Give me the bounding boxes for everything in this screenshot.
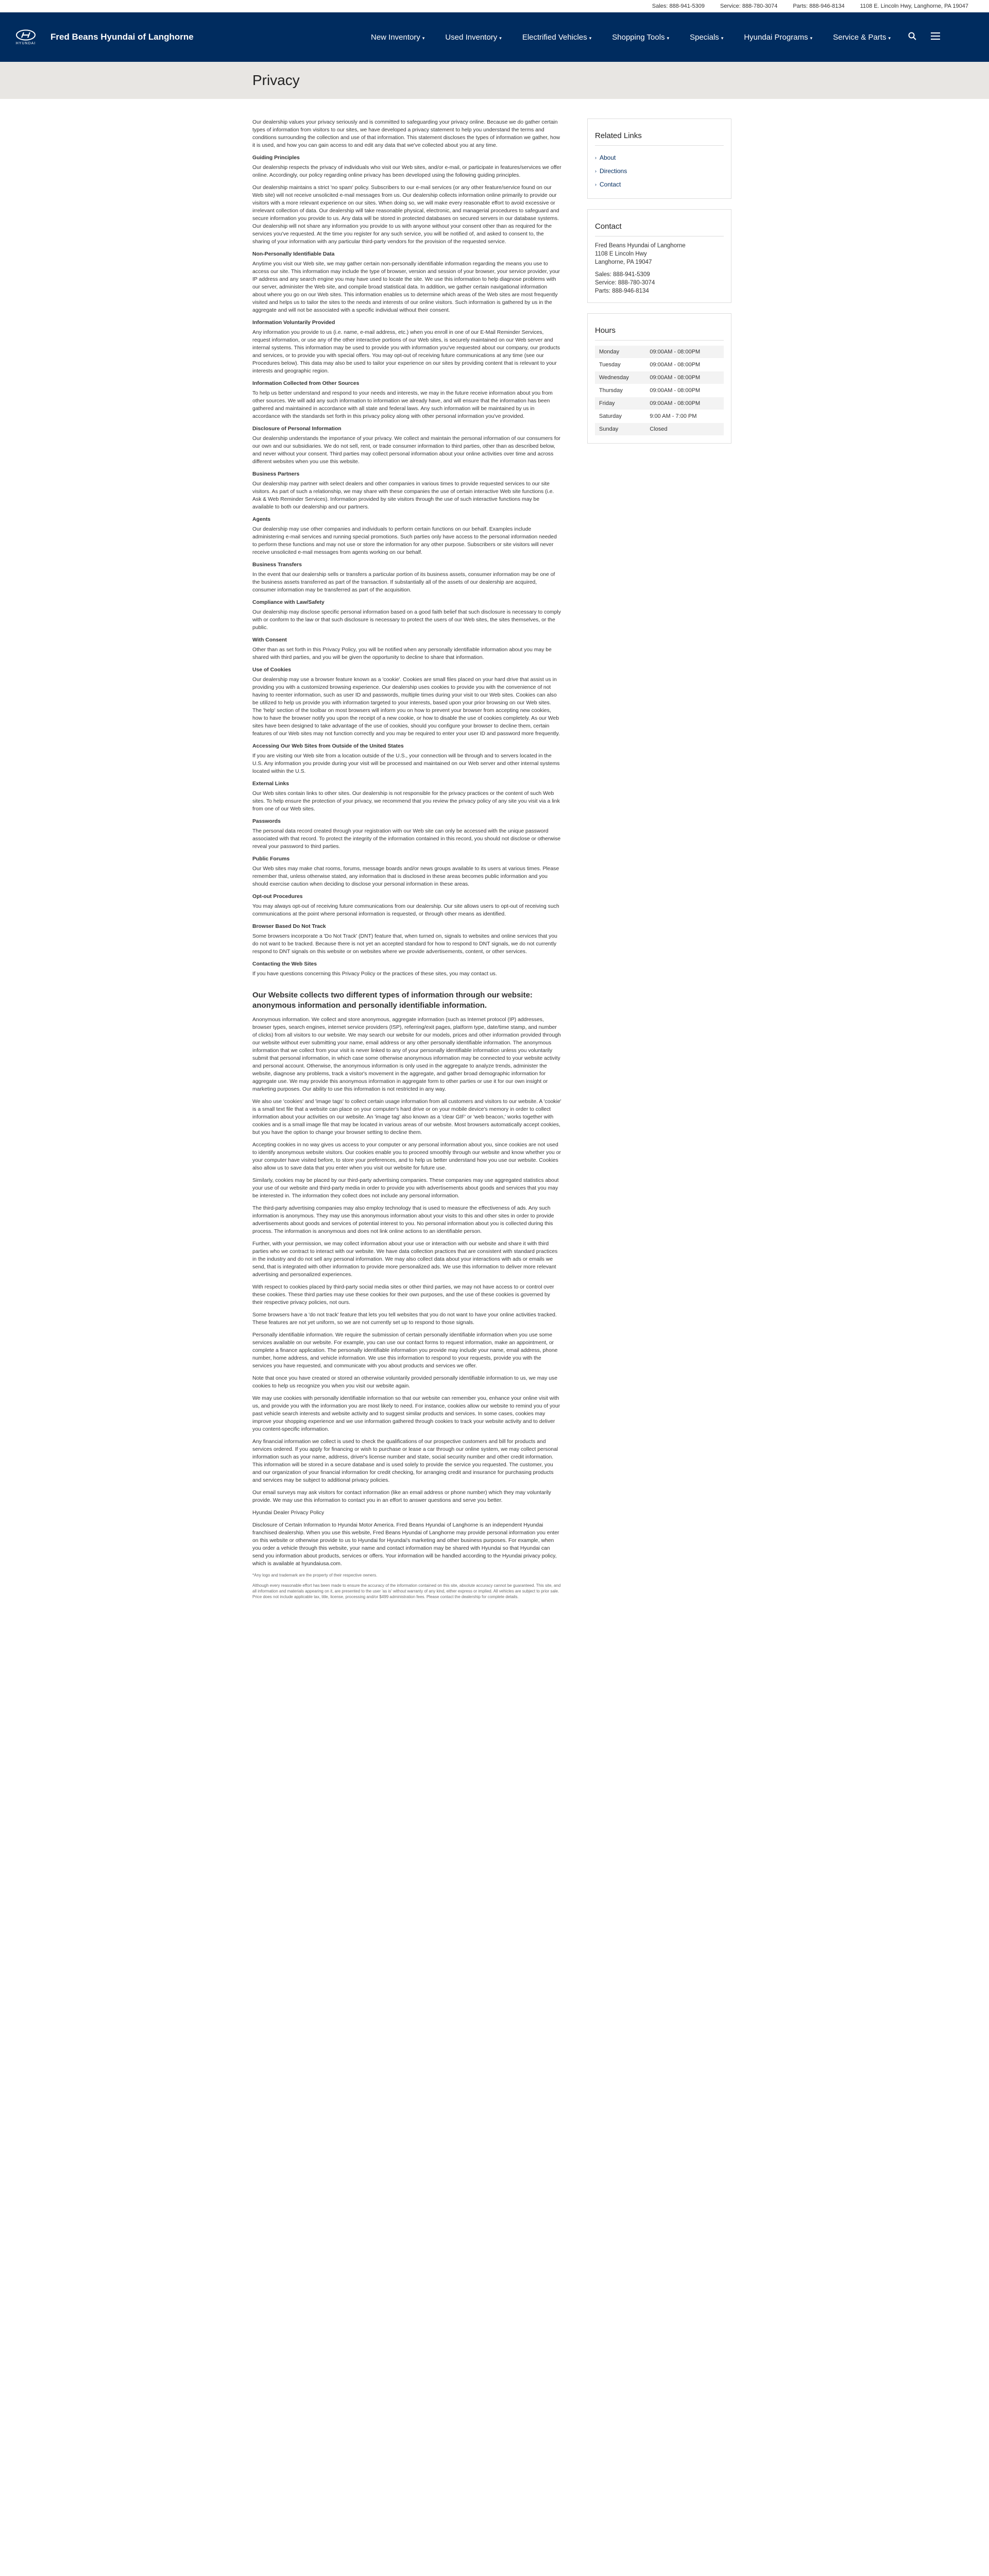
day: Sunday — [595, 423, 645, 436]
paragraph: Our dealership values your privacy seriously and is committed to safeguarding your privacy online. Because we do gather certain types of information from visitors to our sites, we have developed a privacy statement to help you understand the terms and conditions surrounding the collection and use of that information. This statement discloses the types of information we gather, how it is used, and how you can gain access to and edit any data that we've collected about you at any time. — [252, 120, 560, 148]
paragraph: Other than as set forth in this Privacy Policy, you will be notified when any personally identifiable information about you may be shared with third parties, and you will be given the opportunity to decline to share that information. — [252, 647, 552, 660]
paragraph: We also use 'cookies' and 'image tags' to collect certain usage information from all customers and visitors to our website. A 'cookie' is a small text file that a website can place on your computer's hard drive or on your mobile device's memory in order to collect information about your activities on our website. An 'image tag' also known as a 'clear GIF' or 'web beacon,' works together with cookies and is a small image file that may be located in various areas of our website. Most browsers automatically accept cookies, but you have the option to change your browser setting to decline them. — [252, 1099, 561, 1136]
service-phone[interactable]: Service: 888-780-3074 — [595, 280, 655, 286]
nav-service-parts[interactable] — [823, 33, 901, 42]
paragraph: Our dealership may partner with select dealers and other companies in various times to provide requested services to our site visitors. As part of such a relationship, we may share with these companies the use of certain interactive Web site functions (i.e. Ask & Web Reminder Services). Information provided by site visitors through the use of such interactive functions may be available to both our dealership and our partners. — [252, 481, 554, 510]
paragraph: You may always opt-out of receiving future communications from our dealership. Our site allows users to opt-out of receiving such communications at the point where personal information is requested, or through other means as identified. — [252, 904, 559, 917]
sidebar-link-about[interactable] — [595, 151, 724, 164]
contact-title: Contact — [595, 217, 724, 236]
paragraph: Our dealership maintains a strict 'no spam' policy. Subscribers to our e-mail services (or any other feature/service found on our Web site) will not receive unsolicited e-mail messages from us. Our dealership collects information online primarily to provide our visitors with a more relevant experience on our sites. When doing so, we will make every reasonable effort to avoid excessive or irrelevant collection of data. Our dealership will take reasonable physical, electronic, and managerial procedures to safeguard and secure information you provide to us. Any data will be stored in protected databases on secured servers in our database systems. Our dealership will not share any information you provide to us with anyone without your consent other than as required for the services you've requested. At the time you register for any such service, you will be notified of, and asked to consent to, the sharing of your information with any particular third-party vendors for the provision of the requested service. — [252, 185, 559, 245]
paragraph: Any information you provide to us (i.e. name, e-mail address, etc.) when you enroll in one of our E-Mail Reminder Services, request information, or use any of the other interactive portions of our Web sites, is securely maintained on our Web server and internal systems. This information may be used to provide you with information you've requested about our company, our products and services, or to provide you with special offers. You may opt-out of receiving future communications at any time (see our Procedures below). This data may also be used to tailor your experience on our sites by providing content that is relevant to your interests and geographic region. — [252, 330, 560, 374]
site-header — [0, 12, 989, 62]
section-heading-large: Our Website collects two different types of information through our website: anonymous information and personally identifiable information. — [252, 991, 533, 1010]
paragraph: In the event that our dealership sells or transfers a particular portion of its business assets, consumer information may be one of the business assets transferred as part of the transaction. If substantially all of the assets of our dealership are acquired, consumer information may be transferred as part of the acquisition. — [252, 572, 555, 593]
city-state-zip: Langhorne, PA 19047 — [595, 259, 652, 265]
section-heading: Public Forums — [252, 856, 290, 862]
paragraph: If you are visiting our Web site from a location outside of the U.S., your connection will be through and to servers located in the U.S. Any information you provide during your visit will be processed and maintained on our Web server and other internal systems located within the U.S. — [252, 753, 560, 774]
contact-box — [587, 209, 731, 303]
chevron-down-icon: ▾ — [499, 35, 502, 41]
chevron-down-icon: ▾ — [422, 35, 425, 41]
paragraph: Accepting cookies in no way gives us access to your computer or any personal information about you, since cookies are not used to identify anonymous website visitors. Our cookies enable you to proceed smoothly through our website and know whether you or your computer have visited before, to store your preferences, and to help us better understand how you use our website. Cookies also allow us to save data that you enter when you visit our website for future use. — [252, 1142, 561, 1171]
section-heading: Disclosure of Personal Information — [252, 426, 342, 432]
hours-row — [595, 371, 724, 384]
hours-table — [595, 346, 724, 436]
day: Monday — [595, 346, 645, 359]
paragraph: Anonymous information. We collect and store anonymous, aggregate information (such as Internet protocol (IP) addresses, browser types, search engines, internet service providers (ISP), referring/exit pages, platform type, date/time stamp, and number of clicks) from all visitors to our website. We may search our website for our models, prices and other information provided through our website without ever submitting your name, email address or any other personally identifiable information. The anonymous information that we collect from your visit is never linked to any of your personally identifiable information unless you voluntarily submit that personal information, in which case some otherwise anonymous information may be connected to your website activity and personal account. Otherwise, the anonymous information is only used in the aggregate to analyze trends, administer the website, diagnose any problems, track a visitor's movement in the aggregate, and gather broad demographic information for aggregate use. We may provide this anonymous information in aggregate form to other parties or use it for our own insight or marketing purposes. Our ability to use this information is not restricted in any way. — [252, 1017, 561, 1092]
hours-title: Hours — [595, 321, 724, 341]
section-heading: Business Partners — [252, 471, 300, 477]
paragraph: Note that once you have created or stored an otherwise voluntarily provided personally identifiable information to us, we may use cookies to help us recognize you when you visit our website again. — [252, 1376, 558, 1389]
related-links-box — [587, 118, 731, 199]
paragraph: Disclosure of Certain Information to Hyundai Motor America. Fred Beans Hyundai of Langhorne is an independent Hyundai franchised dealership. When you use this website, Fred Beans Hyundai of Langhorne may provide personal information you enter on this website or otherwise provide to us to Hyundai for Hyundai's marketing and other business purposes. For example, when you order a vehicle through this website, your name and contact information may be shared with Hyundai so that Hyundai can send you information about products, services or offers. Your information will be handled according to the Hyundai privacy policy, which is available at hyundaiusa.com. — [252, 1522, 559, 1567]
nav-hyundai-programs[interactable] — [734, 33, 823, 42]
link-label: About — [600, 154, 616, 161]
nav-electrified-vehicles[interactable] — [512, 33, 602, 42]
menu-icon[interactable] — [924, 32, 947, 42]
nav-label: New Inventory — [371, 32, 420, 42]
day: Thursday — [595, 384, 645, 397]
chevron-right-icon: › — [595, 182, 596, 187]
hours-row — [595, 359, 724, 371]
section-heading: Contacting the Web Sites — [252, 961, 317, 967]
section-heading: Accessing Our Web Sites from Outside of the United States — [252, 743, 404, 749]
time: 09:00AM - 08:00PM — [645, 359, 724, 371]
sidebar — [587, 118, 731, 444]
search-icon[interactable] — [901, 32, 924, 43]
hours-row — [595, 346, 724, 359]
footnote: *Any logo and trademark are the property of their respective owners. — [252, 1573, 378, 1578]
nav-label: Specials — [690, 32, 719, 42]
section-heading: Guiding Principles — [252, 155, 300, 161]
sidebar-link-contact[interactable] — [595, 178, 724, 191]
street-address: 1108 E Lincoln Hwy — [595, 251, 647, 257]
link-label: Contact — [600, 181, 621, 188]
hyundai-emblem-icon — [15, 29, 36, 41]
paragraph: Hyundai Dealer Privacy Policy — [252, 1510, 325, 1516]
hours-row — [595, 384, 724, 397]
nav-label: Electrified Vehicles — [522, 32, 587, 42]
nav-new-inventory[interactable] — [361, 33, 435, 42]
nav-shopping-tools[interactable] — [602, 33, 679, 42]
hours-row — [595, 410, 724, 423]
chevron-down-icon: ▾ — [667, 35, 670, 41]
sales-phone[interactable]: Sales: 888-941-5309 — [595, 272, 650, 278]
paragraph: Anytime you visit our Web site, we may gather certain non-personally identifiable information regarding the means you use to access our site. This information may include the type of browser, version and session of your browser, your service provider, your IP address and any search engine you may have used to locate the site. We use this information to help diagnose problems with our server, administer the Web site, and compile broad statistical data. In addition, we gather certain navigational information about where you go on our Web sites. This information enables us to determine which areas of the Web sites are most frequently visited and helps us to tailor the sites to the needs and interests of our online visitors. Such information is gathered by us in the aggregate and will not be associated with a specific individual without their consent. — [252, 261, 560, 313]
section-heading: With Consent — [252, 637, 287, 643]
paragraph: Further, with your permission, we may collect information about your use or interaction with our website and share it with third parties who we contract to interact with our website. We have data collection practices that are consistent with standard practices in the industry and do not sell any personal information. We may also collect data about your interactions with ads or emails we send, that is integrated with other information to provide more personalized ads. We use this information to deliver more relevant advertising and personalized experiences. — [252, 1241, 558, 1278]
section-heading: Passwords — [252, 819, 281, 824]
section-heading: Business Transfers — [252, 562, 302, 568]
sidebar-link-directions[interactable] — [595, 164, 724, 178]
time: Closed — [645, 423, 724, 436]
section-heading: Information Collected from Other Sources — [252, 381, 360, 386]
paragraph: Our Web sites may make chat rooms, forums, message boards and/or news groups available to its users at various times. Please remember that, unless otherwise stated, any information that is disclosed in these areas becomes public information and you should exercise caution when deciding to disclose your personal information in these areas. — [252, 866, 559, 887]
hours-row — [595, 423, 724, 436]
day: Wednesday — [595, 371, 645, 384]
section-heading: Opt-out Procedures — [252, 894, 303, 900]
section-heading: Information Voluntarily Provided — [252, 320, 335, 326]
hours-row — [595, 397, 724, 410]
paragraph: Our dealership may use other companies and individuals to perform certain functions on our behalf. Examples include administering e-mail services and running special promotions. Such parties only have access to the personal information needed to perform these functions and may not use or store the information for any other purpose. Subscribers or site visitors will never receive unsolicited e-mail messages from agents working on our behalf. — [252, 527, 557, 555]
link-label: Directions — [600, 167, 627, 175]
paragraph: Some browsers incorporate a 'Do Not Track' (DNT) feature that, when turned on, signals to websites and online services that you do not want to be tracked. Because there is not yet an accepted standard for how to respond to DNT signals, we do not currently respond to DNT signals on this website or on websites where we provide advertisements, content, or other services. — [252, 934, 557, 955]
dealer-name[interactable]: Fred Beans Hyundai of Langhorne — [50, 32, 194, 42]
nav-label: Service & Parts — [833, 32, 886, 42]
privacy-policy-content — [252, 118, 561, 1604]
time: 9:00 AM - 7:00 PM — [645, 410, 724, 423]
paragraph: Some browsers have a 'do not track' feature that lets you tell websites that you do not want to have your online activities tracked. These features are not yet uniform, so we are not currently set up to respond to those signals. — [252, 1312, 557, 1326]
service-phone-link[interactable]: Service: 888-780-3074 — [720, 3, 778, 9]
paragraph: The personal data record created through your registration with our Web site can only be accessed with the unique password associated with that record. To protect the integrity of the information contained in this record, you should not disclose or otherwise reveal your password to third parties. — [252, 828, 561, 850]
nav-label: Shopping Tools — [612, 32, 665, 42]
page-title: Privacy — [252, 72, 300, 88]
paragraph: Any financial information we collect is used to check the qualifications of our prospective customers and bill for products and services ordered. If you apply for financing or wish to purchase or lease a car through our online system, we may collect personal information such as your name, address, driver's license number and state, social security number and other credit information. This information will be stored in a secure database and is used solely to provide the service you requested. The customer, you and our organization of your financial information for credit checking, for arranging credit and insurance for purchasing products and services may be subject to additional privacy policies. — [252, 1439, 558, 1483]
paragraph: Similarly, cookies may be placed by our third-party advertising companies. These companies may use aggregated statistics about your use of our website and third-party media in order to provide you with advertisements about goods and services that you may be interested in. The information they collect does not include any personal information. — [252, 1178, 559, 1199]
chevron-down-icon: ▾ — [810, 35, 813, 41]
paragraph: Personally identifiable information. We require the submission of certain personally identifiable information when you use some services available on our website. For example, you can use our contact forms to request information, make an appointment, or complete a finance application. The personally identifiable information you provide may include your name, email address, phone number, home address, and vehicle information. We use this information to respond to your requests, provide you with the services you have requested, and communicate with you about products and services we offer. — [252, 1332, 558, 1369]
paragraph: Our dealership understands the importance of your privacy. We collect and maintain the personal information of our consumers for our own and our subsidiaries. We do not sell, rent, or trade consumer information to third parties, other than as described below, and never without your consent. Third parties may collect personal information about your online activities over time and across different websites when you use this website. — [252, 436, 560, 465]
nav-label: Hyundai Programs — [744, 32, 808, 42]
time: 09:00AM - 08:00PM — [645, 397, 724, 410]
utility-bar — [0, 0, 989, 12]
section-heading: Non-Personally Identifiable Data — [252, 251, 335, 257]
nav-specials[interactable] — [679, 33, 734, 42]
dealer-name: Fred Beans Hyundai of Langhorne — [595, 243, 686, 249]
paragraph: We may use cookies with personally identifiable information so that our website can remember you, enhance your online visit with us, and provide you with the information you are most likely to need. For instance, cookies allow our website to remind you of your past vehicle search interests and website activity and to suggest similar products and services. In some cases, cookies may improve your shopping experience and we use information gathered through cookies to track your website activity and to deliver you content-specific information. — [252, 1396, 560, 1432]
chevron-right-icon: › — [595, 155, 596, 160]
section-heading: Compliance with Law/Safety — [252, 600, 325, 605]
time: 09:00AM - 08:00PM — [645, 346, 724, 359]
paragraph: Our dealership may use a browser feature known as a 'cookie'. Cookies are small files placed on your hard drive that assist us in providing you with a customized browsing experience. Our dealership uses cookies to provide you with the convenience of not having to reenter information, such as user ID and passwords, multiple times during your visit to our Web sites. Cookies can also be utilized to help us provide you with information targeted to your interests, based upon your prior browsing on our Web sites. The 'help' section of the toolbar on most browsers will inform you on how to prevent your browser from accepting new cookies, how to have the browser notify you upon the receipt of a new cookie, or how to disable the use of cookies completely. As our Web sites have been designed to take advantage of the use of cookies, should you configure your browser to decline them, certain features of our Web sites may not function correctly and you may be required to enter your user ID and password more frequently. — [252, 677, 560, 737]
brand-wordmark: HYUNDAI — [15, 41, 36, 45]
chevron-right-icon: › — [595, 168, 596, 174]
nav-used-inventory[interactable] — [435, 33, 511, 42]
hyundai-logo[interactable] — [10, 27, 41, 47]
section-heading: Use of Cookies — [252, 667, 292, 673]
day: Saturday — [595, 410, 645, 423]
parts-phone-link[interactable]: Parts: 888-946-8134 — [793, 3, 845, 9]
footnote: Although every reasonable effort has been made to ensure the accuracy of the information contained on this site, absolute accuracy cannot be guaranteed. This site, and all information and materials appearing on it, are presented to the user 'as is' without warranty of any kind, either express or implied. All vehicles are subject to prior sale. Price does not include applicable tax, title, license, processing and/or $499 administration fees. Please contact the dealership for complete details. — [252, 1583, 561, 1599]
parts-phone[interactable]: Parts: 888-946-8134 — [595, 288, 649, 294]
chevron-down-icon: ▾ — [721, 35, 724, 41]
day: Friday — [595, 397, 645, 410]
section-heading: Browser Based Do Not Track — [252, 924, 326, 929]
nav-label: Used Inventory — [445, 32, 498, 42]
chevron-down-icon: ▾ — [589, 35, 592, 41]
time: 09:00AM - 08:00PM — [645, 384, 724, 397]
day: Tuesday — [595, 359, 645, 371]
chevron-down-icon: ▾ — [888, 35, 891, 41]
paragraph: Our Web sites contain links to other sites. Our dealership is not responsible for the privacy practices or the content of such Web sites. To help ensure the protection of your privacy, we recommend that you review the privacy policy of any site you visit via a link from one of our Web sites. — [252, 791, 560, 812]
related-links-list — [595, 151, 724, 191]
paragraph: Our email surveys may ask visitors for contact information (like an email address or phone number) which they may voluntarily provide. We may use this information to contact you in an effort to answer questions and serve you better. — [252, 1490, 551, 1503]
section-heading: External Links — [252, 781, 289, 787]
related-links-title: Related Links — [595, 126, 724, 146]
paragraph: Our dealership may disclose specific personal information based on a good faith belief that such disclosure is necessary to comply with or conform to the law or that such disclosure is necessary to protect the users of our Web sites, the sites themselves, or the public. — [252, 609, 561, 631]
paragraph: With respect to cookies placed by third-party social media sites or other third parties, we may not have access to or control over these cookies. These third parties may use these cookies for their own purposes, and the use of these cookies is governed by their respective privacy policies, not ours. — [252, 1284, 554, 1306]
main-nav — [361, 12, 947, 62]
paragraph: To help us better understand and respond to your needs and interests, we may in the future receive information about you from other sources. We will add any such information to information we already have, and will ensure that the information has been gathered and maintained in accordance with all state and federal laws. Any such information will be maintained by us in accordance with the standards set forth in this privacy policy along with other personal information you've provided. — [252, 391, 553, 419]
paragraph: Our dealership respects the privacy of individuals who visit our Web sites, and/or e-mail, or participate in features/services we offer online. Accordingly, our policy regarding online privacy has been developed using the following guiding principles. — [252, 165, 561, 178]
section-heading: Agents — [252, 517, 271, 522]
sales-phone-link[interactable]: Sales: 888-941-5309 — [652, 3, 705, 9]
address-link[interactable]: 1108 E. Lincoln Hwy, Langhorne, PA 19047 — [860, 3, 968, 9]
paragraph: The third-party advertising companies may also employ technology that is used to measure the effectiveness of ads. Any such information is anonymous. They may use this anonymous information about your visits to this and other sites in order to provide advertisements about goods and services of potential interest to you. No personal information about you is collected during this process. The information is anonymous and does not link online actions to an identifiable person. — [252, 1206, 554, 1234]
time: 09:00AM - 08:00PM — [645, 371, 724, 384]
paragraph: If you have questions concerning this Privacy Policy or the practices of these sites, you may contact us. — [252, 971, 497, 977]
hours-box — [587, 313, 731, 444]
page-title-banner — [0, 62, 989, 99]
